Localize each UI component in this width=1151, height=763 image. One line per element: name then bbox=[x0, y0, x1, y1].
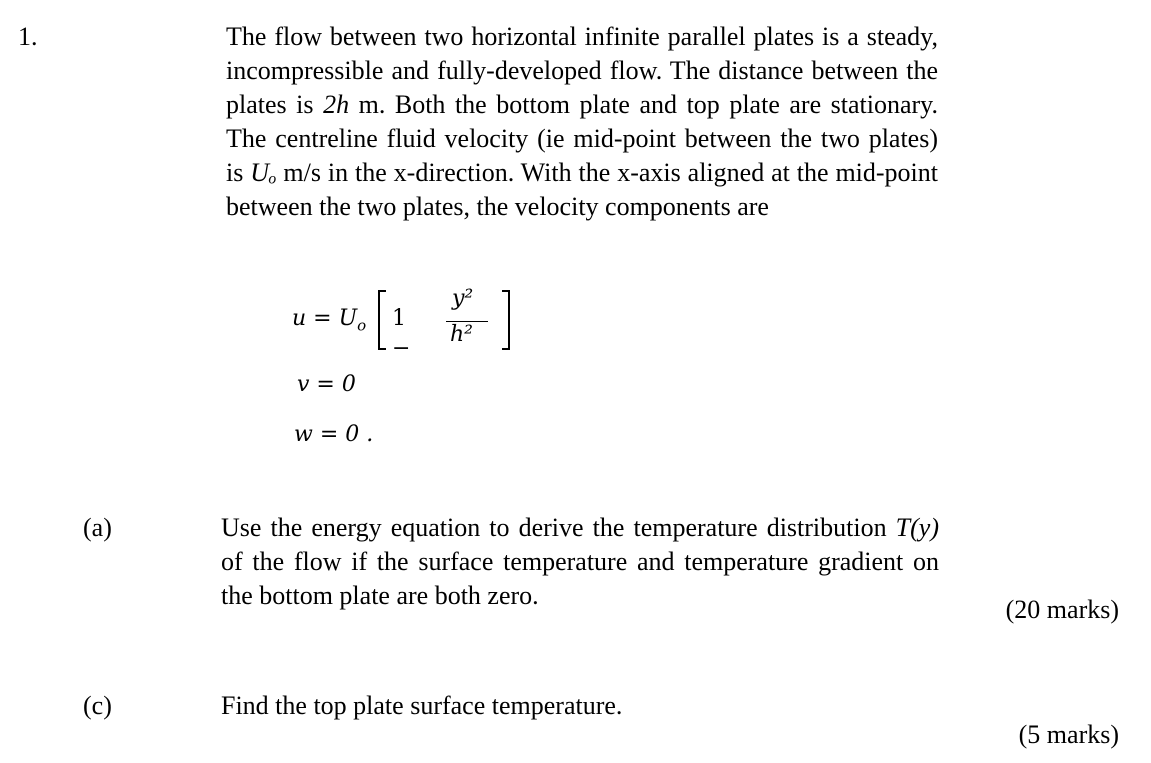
equation-u-lhs: $u = U_o$ bbox=[292, 306, 367, 335]
plate-distance: 2h bbox=[323, 90, 350, 119]
part-c-label: (c) bbox=[83, 691, 112, 720]
statement-text-1: The flow between two horizontal infinite parallel plates is a steady, incompressible and fully-developed flow. The distance between the plates is bbox=[226, 22, 938, 119]
equation-v: v = 0 bbox=[297, 372, 356, 397]
part-a-marks: (20 marks) bbox=[1005, 595, 1119, 624]
part-a-text-2: of the flow if the surface temperature and temperature gradient on the bottom plate are both zero. bbox=[221, 547, 939, 610]
equation-u-numerator: y² bbox=[452, 286, 474, 311]
equation-u-subscript: o bbox=[357, 316, 367, 335]
right-bracket bbox=[502, 290, 510, 350]
part-c-marks: (5 marks) bbox=[1018, 720, 1119, 749]
part-a-text bbox=[221, 511, 939, 613]
part-a-label: (a) bbox=[83, 513, 112, 542]
equation-u bbox=[292, 286, 532, 361]
question-number: 1. bbox=[18, 22, 38, 51]
statement-text-2: m. Both the bottom plate and top plate are stationary. The centreline fluid velocity (ie mid-point between the two plates) is bbox=[226, 90, 938, 187]
part-a-text-1: Use the energy equation to derive the temperature distribution bbox=[221, 513, 896, 542]
centreline-velocity-symbol: Uₒ bbox=[250, 158, 277, 187]
equation-w: w = 0 . bbox=[294, 422, 374, 447]
equation-u-denominator: h² bbox=[450, 322, 473, 347]
part-c-text: Find the top plate surface temperature. bbox=[221, 691, 623, 720]
left-bracket bbox=[378, 290, 386, 350]
temperature-distribution-symbol: T(y) bbox=[895, 513, 939, 542]
equation-u-one-minus: 1 − bbox=[392, 306, 411, 361]
statement-text-3: m/s in the x-direction. With the x-axis aligned at the mid-point between the two plates, the velocity components are bbox=[226, 158, 939, 221]
question-statement bbox=[226, 20, 938, 224]
